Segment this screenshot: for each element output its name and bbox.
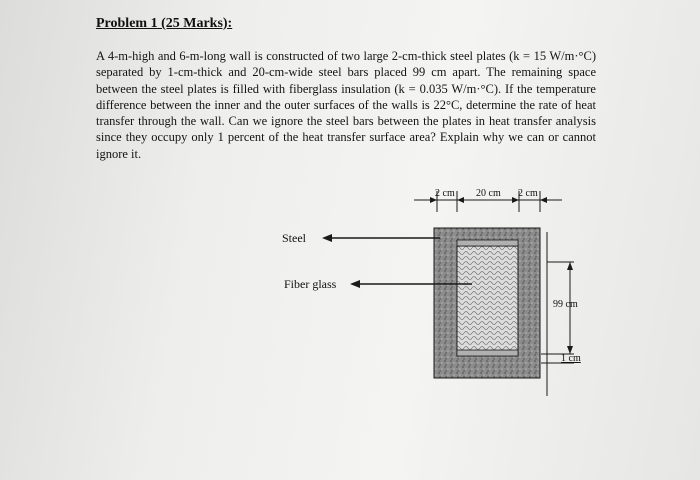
steel-bar-top [457,240,518,246]
steel-label: Steel [282,231,306,245]
problem-title: Problem 1 (25 Marks): [96,16,233,31]
fiberglass-label: Fiber glass [284,277,337,291]
dim-left-plate-label: 2 cm [435,188,455,199]
fiberglass-insulation [457,246,518,356]
problem-statement: A 4-m-high and 6-m-long wall is constructed of two large 2-cm-thick steel plates (k = 15 W/m·°C) separated by 1-cm-thick and 20-cm-wide steel bars placed 99 cm apart. The remaining space between the steel plates is filled with fiberglass insulation (k = 0.035 W/m·°C). If the temperature difference between the inner and the outer surfaces of the walls is 22°C, determine the rate of heat transfer through the wall. Can we ignore the steel bars between the plates in heat transfer analysis since they occupy only 1 percent of the heat transfer surface area? Explain why we can or cannot ignore it. [96,49,596,161]
bar-thickness-label: 1 cm [561,353,581,364]
steel-bar-bottom [457,350,518,356]
right-dimension [541,232,574,396]
dim-right-plate-label: 2 cm [518,188,538,199]
dim-middle-label: 20 cm [476,188,501,199]
steel-arrow [322,234,440,242]
spacing-label: 99 cm [553,299,578,310]
